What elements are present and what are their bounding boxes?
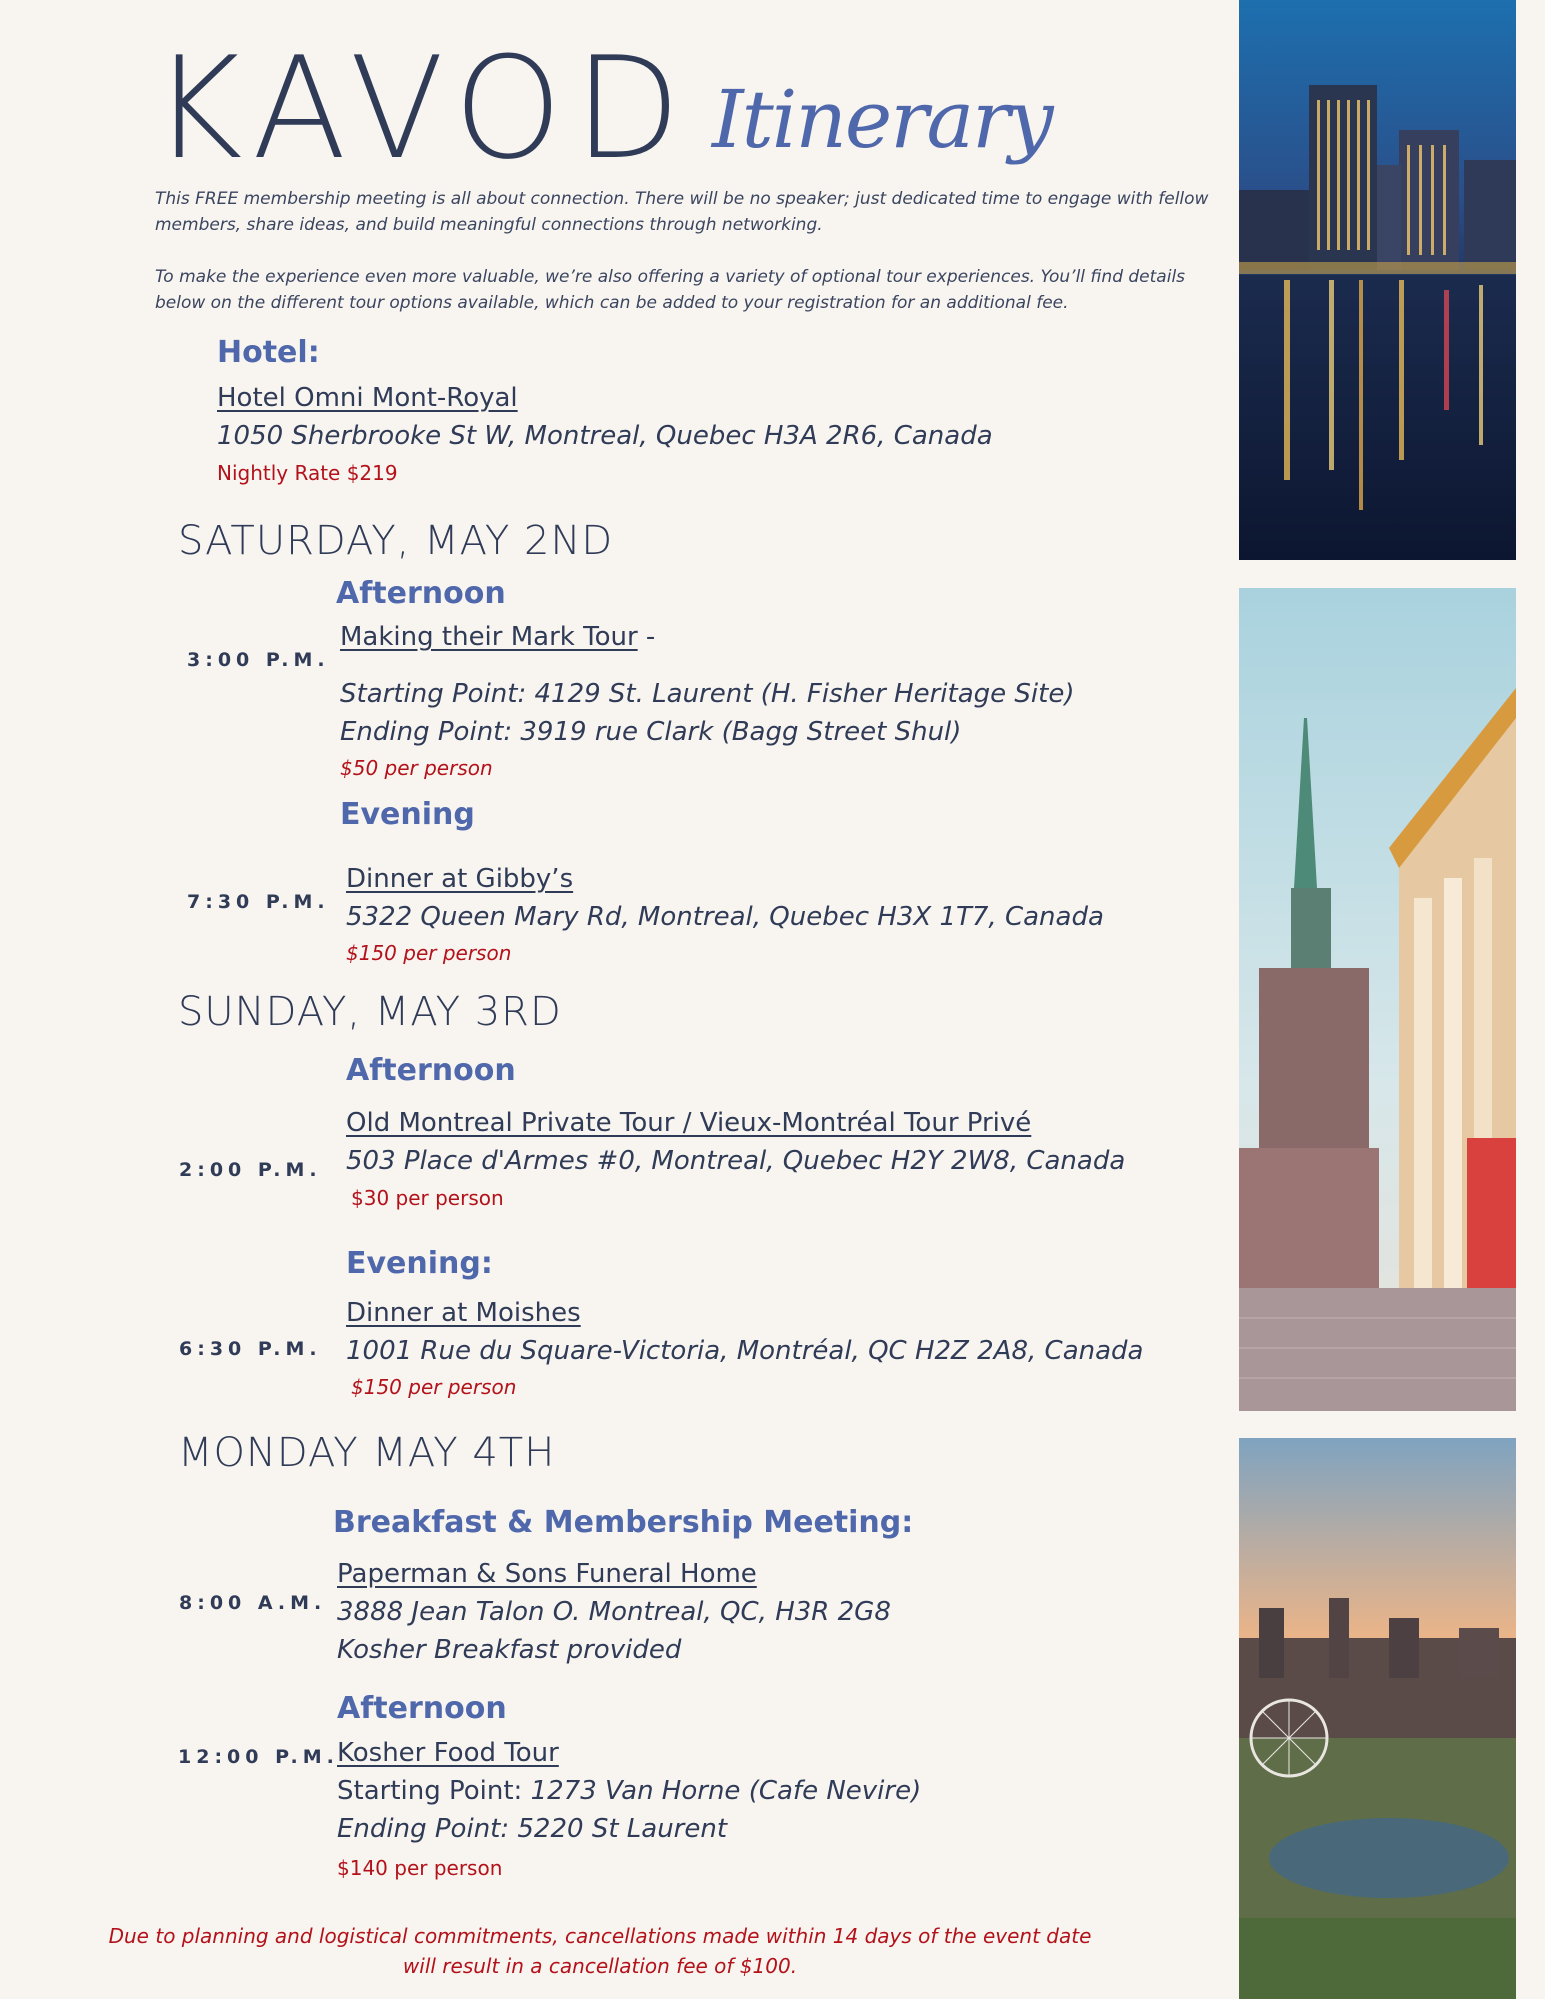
gibbys-price: $150 per person [346,941,512,965]
food-tour-end: Ending Point: 5220 St Laurent [337,1814,728,1844]
saturday-afternoon-time: 3:00 P.M. [187,649,330,671]
dinner-moishes-link[interactable]: Dinner at Moishes [346,1298,581,1328]
brand-title: KAVOD [152,26,693,191]
saturday-tour-price: $50 per person [340,756,493,780]
breakfast-heading: Breakfast & Membership Meeting: [333,1505,914,1540]
monday-day-heading: MONDAY MAY 4TH [178,1430,556,1476]
sunday-day-heading: SUNDAY, MAY 3RD [178,989,562,1035]
moishes-price: $150 per person [351,1375,517,1399]
saturday-tour-start: Starting Point: 4129 St. Laurent (H. Fisher Heritage Site) [340,679,1075,709]
saturday-day-heading: SATURDAY, MAY 2ND [178,518,614,564]
old-montreal-address: 503 Place d'Armes #0, Montreal, Quebec H2Y 2W8, Canada [346,1146,1126,1176]
monday-afternoon-heading: Afternoon [337,1691,507,1726]
hotel-name-link[interactable]: Hotel Omni Mont-Royal [217,383,518,413]
breakfast-note: Kosher Breakfast provided [337,1635,682,1665]
food-tour-start-row [337,1776,921,1806]
intro-paragraph-2: To make the experience even more valuable, we’re also offering a variety of optional tour experiences. You’ll find details below on the different tour options available, which can be added to your registration for an additional fee. [155,267,1186,313]
breakfast-time: 8:00 A.M. [179,1592,327,1614]
intro-paragraph-1: This FREE membership meeting is all about connection. There will be no speaker; just dedicated time to engage with fellow members, share ideas, and build meaningful connections through networking. [155,189,1209,235]
gibbys-address: 5322 Queen Mary Rd, Montreal, Quebec H3X 1T7, Canada [346,902,1104,932]
making-their-mark-tour-link[interactable]: Making their Mark Tour [340,622,638,652]
hotel-rate: Nightly Rate $219 [217,461,398,485]
kosher-food-tour-link[interactable]: Kosher Food Tour [337,1738,559,1768]
saturday-tour-end: Ending Point: 3919 rue Clark (Bagg Street Shul) [340,717,962,747]
montreal-sunset-aerial-photo [1239,1438,1516,1999]
old-montreal-price: $30 per person [351,1186,504,1210]
cancellation-note: Due to planning and logistical commitments, cancellations made within 14 days of the event date will result in a cancellation fee of $100. [108,1924,1092,1978]
hotel-heading: Hotel: [217,335,320,370]
sunday-evening-heading: Evening: [346,1246,493,1281]
moishes-address: 1001 Rue du Square-Victoria, Montréal, QC H2Z 2A8, Canada [346,1336,1144,1366]
sunday-afternoon-time: 2:00 P.M. [179,1159,322,1181]
old-montreal-tour-link[interactable]: Old Montreal Private Tour / Vieux-Montréal Tour Privé [346,1108,1032,1138]
title-dash: - [637,622,656,652]
saturday-evening-heading: Evening [340,797,475,832]
saturday-tour-title-row [340,622,655,652]
monday-afternoon-time: 12:00 P.M. [178,1746,339,1768]
food-tour-price: $140 per person [337,1856,503,1880]
hotel-address: 1050 Sherbrooke St W, Montreal, Quebec H3A 2R6, Canada [217,421,993,451]
sunday-afternoon-heading: Afternoon [346,1053,516,1088]
start-label: Starting Point: [337,1776,531,1806]
start-value: 1273 Van Horne (Cafe Nevire) [530,1776,922,1806]
paperman-link[interactable]: Paperman & Sons Funeral Home [337,1559,757,1589]
sunday-evening-time: 6:30 P.M. [179,1338,322,1360]
saturday-afternoon-heading: Afternoon [336,576,506,611]
saturday-evening-time: 7:30 P.M. [187,891,330,913]
old-montreal-photo [1239,588,1516,1411]
paperman-address: 3888 Jean Talon O. Montreal, QC, H3R 2G8 [337,1597,891,1627]
dinner-gibbys-link[interactable]: Dinner at Gibby’s [346,864,574,894]
city-night-skyline-photo [1239,0,1516,560]
itinerary-script-title: Itinerary [712,73,1052,166]
